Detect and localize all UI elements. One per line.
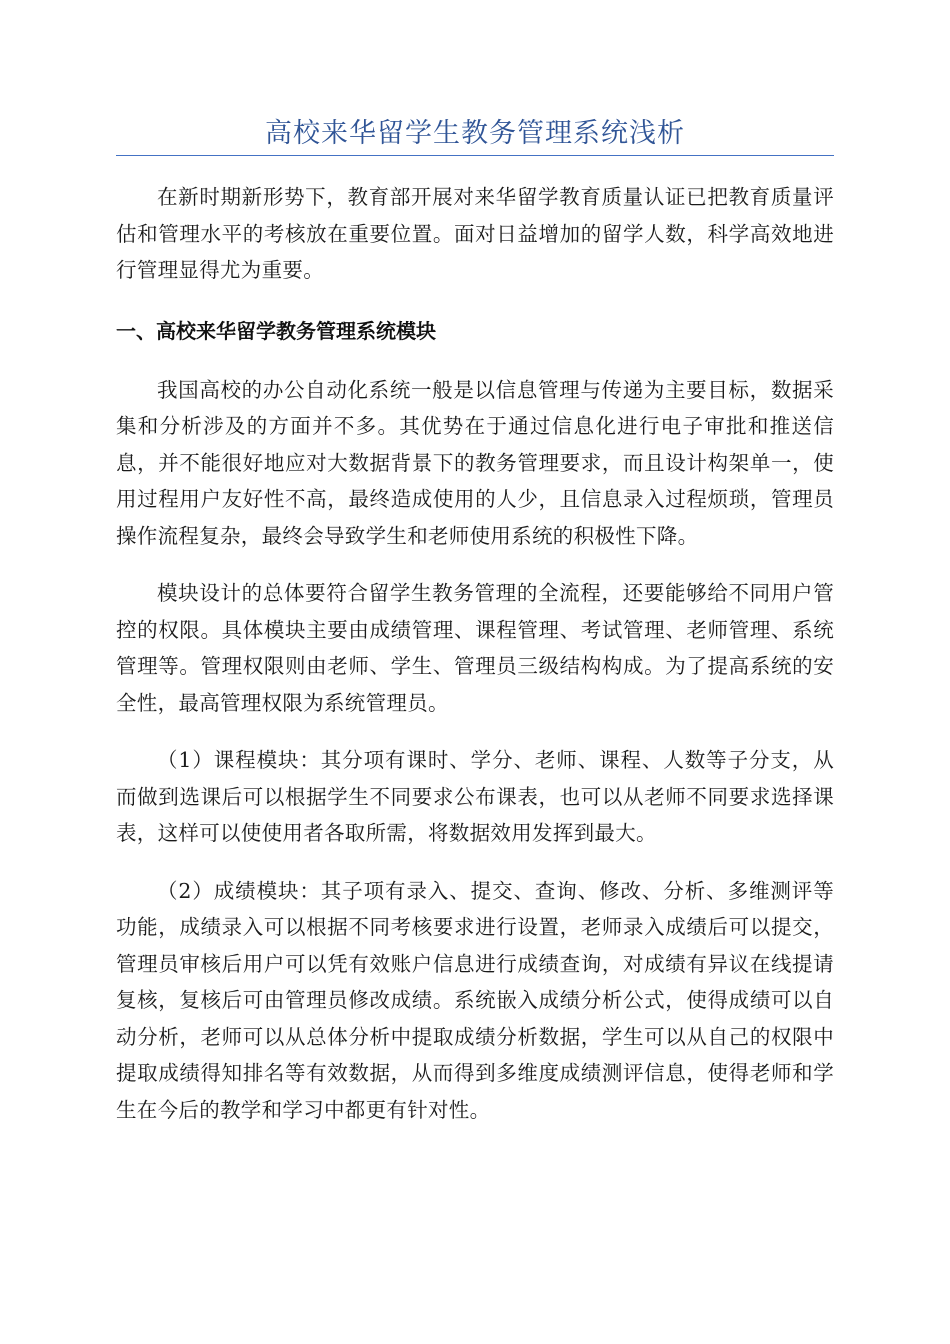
title-underline [116, 155, 834, 156]
section-heading: 一、高校来华留学教务管理系统模块 [116, 318, 436, 343]
document-title: 高校来华留学生教务管理系统浅析 [265, 118, 685, 149]
intro-paragraph: 在新时期新形势下，教育部开展对来华留学教育质量认证已把教育质量评估和管理水平的考核放在重要位置。面对日益增加的留学人数，科学高效地进行管理显得尤为重要。 [116, 185, 834, 282]
body-paragraph: 模块设计的总体要符合留学生教务管理的全流程，还要能够给不同用户管控的权限。具体模块主要由成绩管理、课程管理、考试管理、老师管理、系统管理等。管理权限则由老师、学生、管理员三级结构构成。为了提高系统的安全性，最高管理权限为系统管理员。 [116, 581, 834, 715]
course-module-paragraph: （1）课程模块：其分项有课时、学分、老师、课程、人数等子分支，从而做到选课后可以根据学生不同要求公布课表，也可以从老师不同要求选择课表，这样可以使使用者各取所需，将数据效用发挥到最大。 [116, 748, 834, 845]
body-paragraph: 我国高校的办公自动化系统一般是以信息管理与传递为主要目标，数据采集和分析涉及的方面并不多。其优势在于通过信息化进行电子审批和推送信息，并不能很好地应对大数据背景下的教务管理要求，而且设计构架单一，使用过程用户友好性不高，最终造成使用的人少，且信息录入过程烦琐，管理员操作流程复杂，最终会导致学生和老师使用系统的积极性下降。 [116, 377, 834, 548]
grade-module-paragraph: （2）成绩模块：其子项有录入、提交、查询、修改、分析、多维测评等功能，成绩录入可以根据不同考核要求进行设置，老师录入成绩后可以提交，管理员审核后用户可以凭有效账户信息进行成绩查询，对成绩有异议在线提请复核，复核后可由管理员修改成绩。系统嵌入成绩分析公式，使得成绩可以自动分析，老师可以从总体分析中提取成绩分析数据，学生可以从自己的权限中提取成绩得知排名等有效数据，从而得到多维度成绩测评信息，使得老师和学生在今后的教学和学习中都更有针对性。 [116, 878, 834, 1122]
document-page [116, 0, 834, 1128]
